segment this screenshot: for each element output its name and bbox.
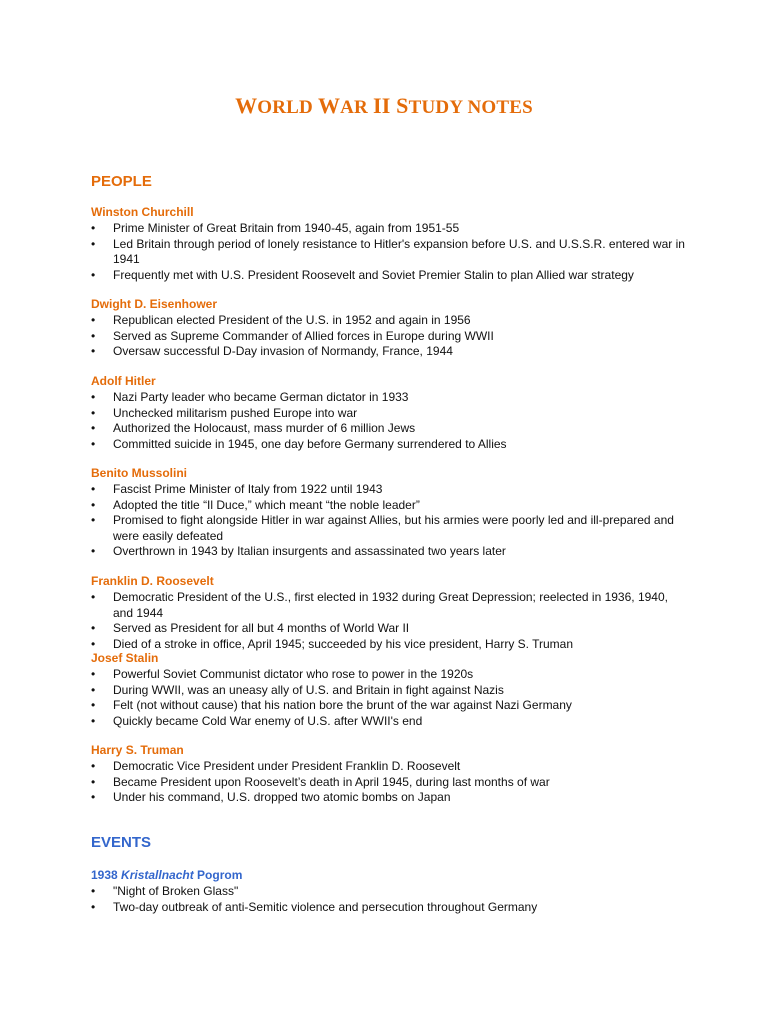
list-item-text: Nazi Party leader who became German dictator in 1933	[113, 390, 409, 404]
list-item-text: Felt (not without cause) that his nation bore the brunt of the war against Nazi Germany	[113, 698, 572, 712]
list-item-text: Led Britain through period of lonely resistance to Hitler's expansion before U.S. and U.S.S.R. entered war in 1941	[113, 236, 685, 266]
list-item-text: Overthrown in 1943 by Italian insurgents and assassinated two years later	[113, 544, 506, 558]
list-item	[91, 482, 691, 498]
person-truman	[91, 743, 691, 806]
person-name: Winston Churchill	[91, 205, 194, 219]
list-item	[91, 313, 691, 329]
title-part: W	[317, 93, 341, 118]
title-part: ORLD	[257, 97, 318, 118]
list-item	[91, 621, 691, 637]
bullet: •	[91, 774, 96, 789]
list-item	[91, 884, 691, 900]
person-hitler	[91, 374, 691, 452]
person-churchill	[91, 205, 691, 283]
list-item	[91, 900, 691, 916]
people-heading: PEOPLE	[91, 173, 152, 190]
bullet: •	[91, 497, 96, 512]
list-item-text: Under his command, U.S. dropped two atomic bombs on Japan	[113, 790, 451, 804]
list-item-text: Promised to fight alongside Hitler in war against Allies, but his armies were poorly led and ill-prepared and were easily defeated	[113, 513, 674, 543]
list-item-text: Died of a stroke in office, April 1945; succeeded by his vice president, Harry S. Truman	[113, 636, 574, 651]
list-item-text: Republican elected President of the U.S. in 1952 and again in 1956	[113, 313, 471, 327]
list-item-text: Quickly became Cold War enemy of U.S. after WWII's end	[113, 713, 423, 728]
bullet: •	[91, 390, 96, 404]
list-item-text: Powerful Soviet Communist dictator who rose to power in the 1920s	[113, 667, 474, 681]
event-name-prefix: 1938	[91, 868, 122, 882]
bullet: •	[91, 236, 96, 251]
list-item-text: Became President upon Roosevelt’s death in April 1945, during last months of war	[113, 774, 550, 789]
list-item	[91, 437, 691, 453]
event-name-italic: Kristallnacht	[121, 868, 194, 882]
list-item-text: Two-day outbreak of anti-Semitic violence and persecution throughout Germany	[113, 899, 538, 914]
bullet: •	[91, 667, 96, 681]
bullet: •	[91, 713, 96, 728]
list-item	[91, 329, 691, 345]
list-item	[91, 544, 691, 560]
person-name: Franklin D. Roosevelt	[91, 574, 214, 588]
list-item-text: Democratic Vice President under President Franklin D. Roosevelt	[113, 759, 461, 773]
event-kristallnacht	[91, 868, 691, 915]
list-item-text: Served as Supreme Commander of Allied forces in Europe during WWII	[113, 328, 494, 343]
list-item	[91, 221, 691, 237]
list-item	[91, 775, 691, 791]
person-name: Josef Stalin	[91, 651, 159, 665]
bullet: •	[91, 267, 96, 282]
person-eisenhower	[91, 297, 691, 360]
list-item-text: Adopted the title “Il Duce,” which meant “the noble leader”	[113, 497, 420, 512]
list-item	[91, 406, 691, 422]
list-item	[91, 637, 691, 653]
bullet: •	[91, 344, 96, 358]
person-mussolini	[91, 466, 691, 560]
bullet: •	[91, 698, 96, 712]
bullet: •	[91, 759, 96, 773]
list-item	[91, 667, 691, 683]
list-item-text: Served as President for all but 4 months of World War II	[113, 621, 410, 635]
list-item	[91, 390, 691, 406]
list-item	[91, 421, 691, 437]
list-item	[91, 683, 691, 699]
person-stalin	[91, 651, 691, 729]
bullet: •	[91, 636, 96, 651]
bullet: •	[91, 899, 96, 914]
person-name: Benito Mussolini	[91, 466, 187, 480]
list-item	[91, 237, 691, 268]
list-item-text: Democratic President of the U.S., first elected in 1932 during Great Depression; reelected in 1936, 1940, and 1944	[113, 590, 668, 620]
bullet: •	[91, 405, 96, 420]
list-item-text: Oversaw successful D-Day invasion of Normandy, France, 1944	[113, 344, 453, 358]
list-item	[91, 498, 691, 514]
list-item-text: Unchecked militarism pushed Europe into war	[113, 405, 358, 420]
bullet: •	[91, 436, 96, 451]
person-roosevelt	[91, 574, 691, 652]
title-part: S	[396, 93, 409, 118]
bullet: •	[91, 621, 96, 635]
list-item	[91, 714, 691, 730]
bullet: •	[91, 513, 96, 527]
bullet: •	[91, 790, 96, 804]
bullet: •	[91, 482, 96, 496]
list-item-text: Fascist Prime Minister of Italy from 1922 until 1943	[113, 482, 383, 496]
event-name	[91, 868, 691, 883]
list-item	[91, 698, 691, 714]
person-name: Harry S. Truman	[91, 743, 184, 757]
person-name: Dwight D. Eisenhower	[91, 297, 218, 311]
bullet: •	[91, 221, 96, 235]
person-name: Adolf Hitler	[91, 374, 156, 388]
bullet: •	[91, 421, 96, 435]
title-part: W	[235, 93, 258, 118]
bullet: •	[91, 682, 96, 697]
list-item-text: Committed suicide in 1945, one day before Germany surrendered to Allies	[113, 436, 507, 451]
list-item	[91, 759, 691, 775]
bullet: •	[91, 328, 96, 343]
list-item	[91, 513, 691, 544]
list-item	[91, 590, 691, 621]
title-part: TUDY NOTES	[408, 97, 533, 118]
list-item	[91, 268, 691, 284]
list-item	[91, 344, 691, 360]
list-item	[91, 790, 691, 806]
event-name-suffix: Pogrom	[193, 868, 243, 882]
list-item-text: "Night of Broken Glass"	[113, 884, 239, 898]
list-item-text: During WWII, was an uneasy ally of U.S. and Britain in fight against Nazis	[113, 682, 504, 697]
bullet: •	[91, 544, 96, 558]
list-item-text: Authorized the Holocaust, mass murder of 6 million Jews	[113, 421, 416, 435]
list-item-text: Frequently met with U.S. President Roosevelt and Soviet Premier Stalin to plan Allied war strategy	[113, 267, 634, 282]
events-heading: EVENTS	[91, 834, 152, 851]
bullet: •	[91, 590, 96, 604]
list-item-text: Prime Minister of Great Britain from 1940-45, again from 1951-55	[113, 221, 460, 235]
title-part: II	[372, 93, 397, 118]
title-part: AR	[340, 97, 373, 118]
page-title	[0, 93, 768, 119]
bullet: •	[91, 884, 96, 898]
bullet: •	[91, 313, 96, 327]
